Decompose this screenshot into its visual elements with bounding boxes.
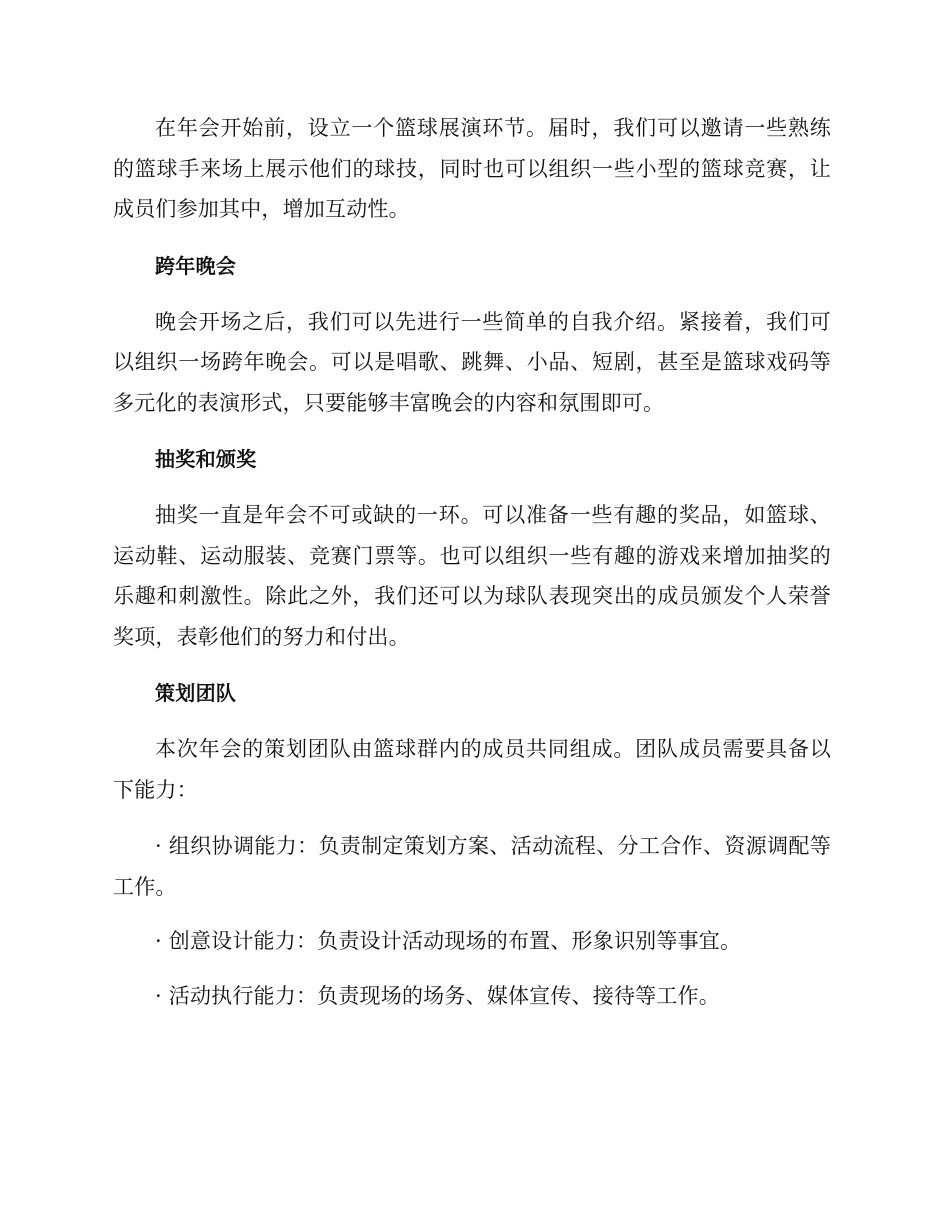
paragraph-lottery-awards: 抽奖一直是年会不可或缺的一环。可以准备一些有趣的奖品，如篮球、运动鞋、运动服装、竞赛门票等。也可以组织一些有趣的游戏来增加抽奖的乐趣和刺激性。除此之外，我们还可以为球队表现突出的成员颁发个人荣誉奖项，表彰他们的努力和付出。	[113, 503, 831, 649]
bullet-creative-design-ability: · 创意设计能力：负责设计活动现场的布置、形象识别等事宜。	[155, 929, 742, 953]
bullet-execution-ability: · 活动执行能力：负责现场的场务、媒体宣传、接待等工作。	[155, 983, 720, 1008]
heading-new-year-gala: 跨年晚会	[155, 253, 237, 278]
heading-lottery-awards: 抽奖和颁奖	[155, 447, 257, 471]
heading-planning-team: 策划团队	[155, 681, 237, 705]
document-body	[113, 108, 831, 1030]
paragraph-new-year-gala: 晚会开场之后，我们可以先进行一些简单的自我介绍。紧接着，我们可以组织一场跨年晚会。可以是唱歌、跳舞、小品、短剧，甚至是篮球戏码等多元化的表演形式，只要能够丰富晚会的内容和氛围即可。	[113, 309, 831, 415]
paragraph-planning-team: 本次年会的策划团队由篮球群内的成员共同组成。团队成员需要具备以下能力：	[113, 737, 831, 802]
paragraph-basketball-showcase: 在年会开始前，设立一个篮球展演环节。届时，我们可以邀请一些熟练的篮球手来场上展示他们的球技，同时也可以组织一些小型的篮球竞赛，让成员们参加其中，增加互动性。	[113, 116, 831, 221]
bullet-organization-ability: · 组织协调能力：负责制定策划方案、活动流程、分工合作、资源调配等工作。	[113, 834, 831, 899]
